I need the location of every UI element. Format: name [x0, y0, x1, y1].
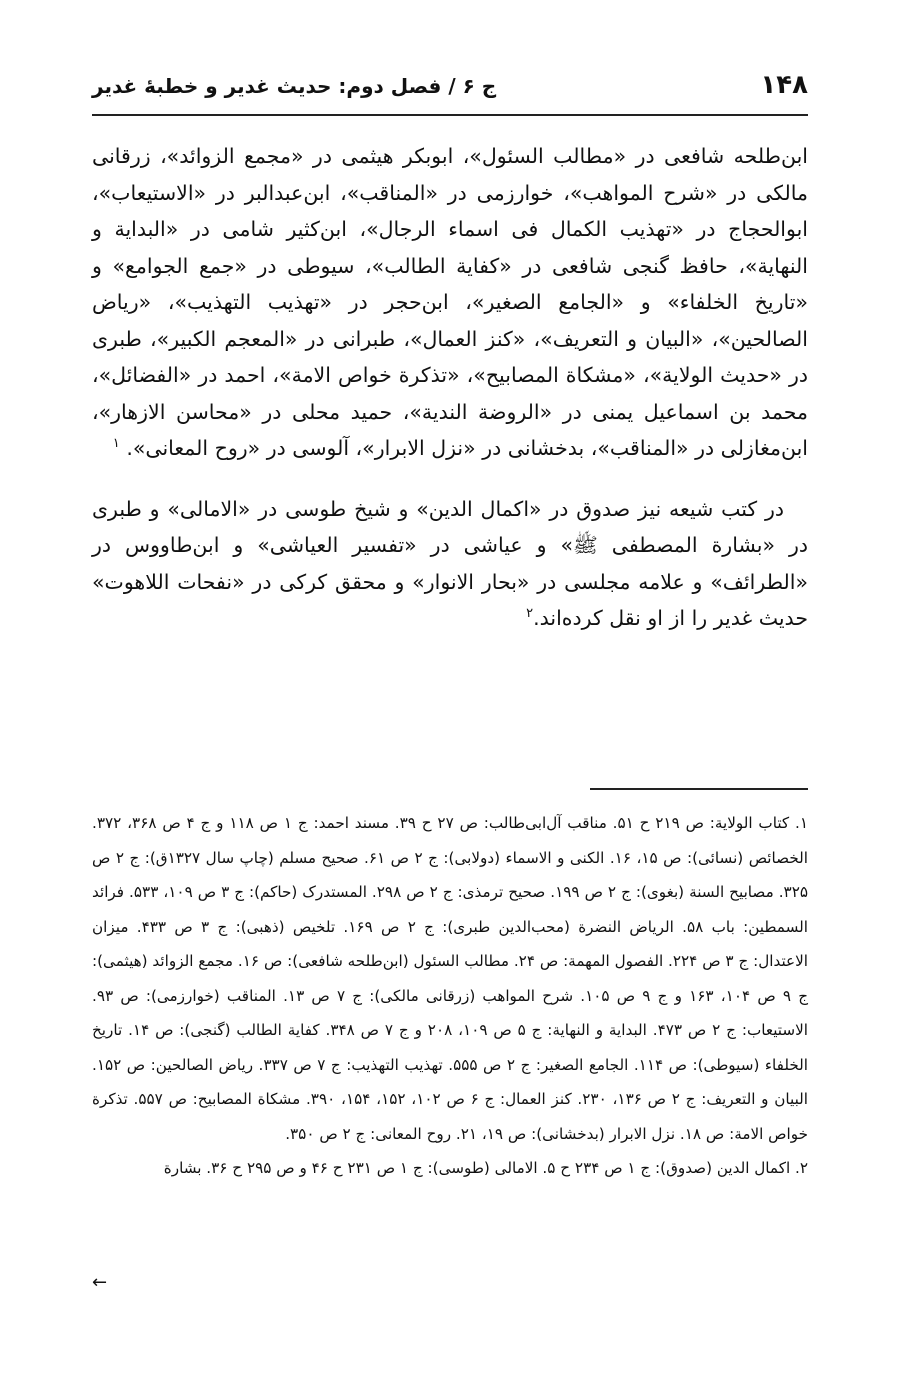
footnote-divider [590, 788, 808, 790]
page-header [92, 62, 808, 116]
running-head: ج ۶ / فصل دوم: حدیث غدیر و خطبهٔ غدیر [92, 74, 497, 98]
paragraph-shia-sources [92, 491, 808, 637]
paragraph-text: در کتب شیعه نیز صدوق در «اکمال الدین» و شیخ طوسی در «الامالی» و طبری در «بشارة المصطفی ﷺ» و عیاشی در «تفسیر العیاشی» و ابن‌طاووس در «الطرائف» و علامه مجلسی در «بحار الانوار» و محقق کرکی در «نفحات اللاهوت» حدیث غدیر را از او نقل کرده‌اند. [92, 496, 808, 630]
footnotes [92, 806, 808, 1186]
page-number: ۱۴۸ [760, 70, 808, 100]
continue-arrow-icon: ← [92, 1272, 108, 1293]
footnote-2: ۲. اکمال الدین (صدوق): ج ۱ ص ۲۳۴ ح ۵. الامالی (طوسی): ج ۱ ص ۲۳۱ ح ۴۶ و ص ۲۹۵ ح ۳۶. بشارة [163, 1159, 808, 1177]
footnote-1: ۱. کتاب الولایة: ص ۲۱۹ ح ۵۱. مناقب آل‌ابی‌طالب: ص ۲۷ ح ۳۹. مسند احمد: ج ۱ ص ۱۱۸ و ج ۴ ص ۳۶۸، ۳۷۲. الخصائص (نسائی): ص ۱۵، ۱۶. الکنی و الاسماء (دولابی): ج ۲ ص ۶۱. صحیح مسلم (چاپ سال ۱۳۲۷ق): ج ۲ ص ۳۲۵. مصابیح السنة (بغوی): ج ۲ ص ۱۹۹. صحیح ترمذی: ج ۲ ص ۲۹۸. المستدرک (حاکم): ج ۳ ص ۱۰۹، ۵۳۳. فرائد السمطین: باب ۵۸. الریاض النضرة (محب‌الدین طبری): ج ۲ ص ۱۶۹. تلخیص (ذهبی): ج ۳ ص ۴۳۳. میزان الاعتدال: ج ۳ ص ۲۲۴. الفصول المهمة: ص ۲۴. مطالب السئول (ابن‌طلحه شافعی): ص ۱۶. مجمع الزوائد (هیثمی): ج ۹ ص ۱۰۴، ۱۶۳ و ج ۹ ص ۱۰۵. شرح المواهب (زرقانی مالکی): ج ۷ ص ۱۳. المناقب (خوارزمی): ص ۹۳. الاستیعاب: ج ۲ ص ۴۷۳. البدایة و النهایة: ج ۵ ص ۱۰۹، ۲۰۸ و ج ۷ ص ۳۴۸. کفایة الطالب (گنجی): ص ۱۴. تاریخ الخلفاء (سیوطی): ص ۱۱۴. الجامع الصغیر: ج ۲ ص ۵۵۵. تهذیب التهذیب: ج ۷ ص ۳۳۷. ریاض الصالحین: ص ۱۵۲. البیان و التعریف: ج ۲ ص ۱۳۶، ۲۳۰. کنز العمال: ج ۶ ص ۱۰۲، ۱۵۲، ۱۵۴، ۳۹۰. مشکاة المصابیح: ص ۵۵۷. تذکرة خواص الامة: ص ۱۸. نزل الابرار (بدخشانی): ص ۱۹، ۲۱. روح المعانی: ج ۲ ص ۳۵۰. [92, 814, 809, 1143]
footnote-ref-2[interactable]: ۲ [526, 606, 534, 622]
paragraph-sunni-sources [92, 138, 808, 467]
footnote-ref-1[interactable]: ۱ [112, 436, 120, 452]
main-text [92, 138, 808, 637]
paragraph-text: ابن‌طلحه شافعی در «مطالب السئول»، ابوبکر هیثمی در «مجمع الزوائد»، زرقانی مالکی در «شرح المواهب»، خوارزمی در «المناقب»، ابن‌عبدالبر در «الاستیعاب»، ابوالحجاج در «تهذیب الکمال فی اسماء الرجال»، ابن‌کثیر شامی در «البدایة و النهایة»، حافظ گنجی شافعی در «کفایة الطالب»، سیوطی در «جمع الجوامع» و «تاریخ الخلفاء» و «الجامع الصغیر»، ابن‌حجر در «تهذیب التهذیب»، «ریاض الصالحین»، «البیان و التعریف»، «کنز العمال»، طبرانی در «المعجم الکبیر»، طبری در «حدیث الولایة»، «مشکاة المصابیح»، «تذکرة خواص الامة»، احمد در «الفضائل»، محمد بن اسماعیل یمنی در «الروضة الندیة»، حمید محلی در «محاسن الازهار»، ابن‌مغازلی در «المناقب»، بدخشانی در «نزل الابرار»، آلوسی در «روح المعانی». [92, 144, 808, 460]
